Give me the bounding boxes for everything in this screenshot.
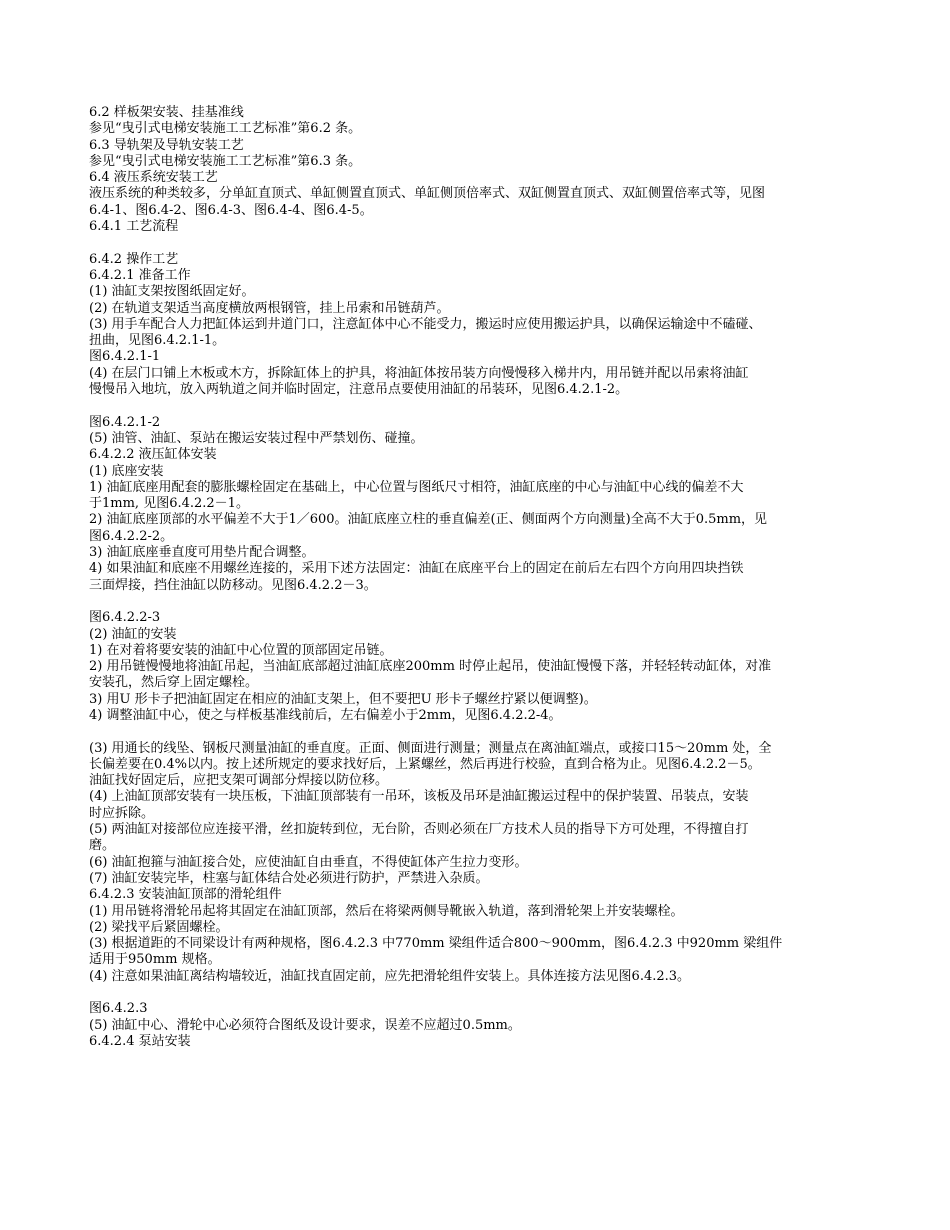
text-line: 6.4.2.3 安装油缸顶部的滑轮组件 (89, 887, 282, 903)
text-line: (2) 梁找平后紧固螺栓。 (89, 919, 229, 935)
blank-line (89, 985, 879, 1001)
text-line: 6.4.2 操作工艺 (89, 251, 179, 267)
text-line: 3) 油缸底座垂直度可用垫片配合调整。 (89, 545, 315, 561)
text-line: 磨。 (89, 838, 116, 854)
text-line: 图6.4.2.3 (89, 1001, 148, 1017)
text-line: (5) 油缸中心、滑轮中心必须符合图纸及设计要求，误差不应超过0.5mm。 (89, 1017, 521, 1033)
text-line: 6.4 液压系统安装工艺 (89, 170, 218, 186)
text-line: (4) 在层门口铺上木板或木方，拆除缸体上的护具，将油缸体按吊装方向慢慢移入梯井内，用吊链并配以吊索将油缸 (89, 365, 749, 381)
text-line: (4) 上油缸顶部安装有一块压板，下油缸顶部装有一吊环，该板及吊环是油缸搬运过程中的保护装置、吊装点，安装 (89, 789, 749, 805)
text-line: 3) 用U 形卡子把油缸固定在相应的油缸支架上，但不要把U 形卡子螺丝拧紧以便调整)。 (89, 691, 597, 707)
text-line: 2) 用吊链慢慢地将油缸吊起，当油缸底部超过油缸底座200mm 时停止起吊，使油缸慢慢下落，并轻轻转动缸体，对准 (89, 659, 772, 675)
text-line: 6.4.1 工艺流程 (89, 219, 179, 235)
text-line: (2) 油缸的安装 (89, 626, 177, 642)
text-line: (5) 两油缸对接部位应连接平滑，丝扣旋转到位，无台阶，否则必须在厂方技术人员的指导下方可处理，不得擅自打 (89, 822, 749, 838)
text-line: 2) 油缸底座顶部的水平偏差不大于1／600。油缸底座立柱的垂直偏差(正、侧面两个方向测量)全高不大于0.5mm，见 (89, 512, 768, 528)
text-line: 参见“曳引式电梯安装施工工艺标准”第6.2 条。 (89, 121, 362, 137)
text-line: 6.3 导轨架及导轨安装工艺 (89, 137, 244, 153)
text-line: (1) 用吊链将滑轮吊起将其固定在油缸顶部，然后在将梁两侧导靴嵌入轨道，落到滑轮架上并安装螺栓。 (89, 903, 684, 919)
text-line: (5) 油管、油缸、泵站在搬运安装过程中严禁划伤、碰撞。 (89, 430, 424, 446)
text-line: (4) 注意如果油缸离结构墙较近，油缸找直固定前，应先把滑轮组件安装上。具体连接方法见图6.4.2.3。 (89, 968, 691, 984)
text-line: 图6.4.2.2-3 (89, 610, 161, 626)
blank-line (89, 594, 879, 610)
text-line: 6.4.2.4 泵站安装 (89, 1033, 191, 1049)
text-line: 4) 如果油缸和底座不用螺丝连接的，采用下述方法固定：油缸在底座平台上的固定在前后左右四个方向用四块挡铁 (89, 561, 744, 577)
text-line: 6.4-1、图6.4-2、图6.4-3、图6.4-4、图6.4-5。 (89, 202, 373, 218)
text-line: 图6.4.2.1-1 (89, 349, 161, 365)
text-line: 6.2 样板架安装、挂基准线 (89, 105, 244, 120)
text-line: (6) 油缸抱箍与油缸接合处，应使油缸自由垂直，不得使缸体产生拉力变形。 (89, 854, 528, 870)
text-line: 安装孔，然后穿上固定螺栓。 (89, 675, 259, 691)
text-line: (3) 用通长的线坠、钢板尺测量油缸的垂直度。正面、侧面进行测量；测量点在离油缸端点，或接口15～20mm 处，全 (89, 740, 772, 756)
text-line: (3) 用手车配合人力把缸体运到井道门口，注意缸体中心不能受力，搬运时应使用搬运护具，以确保运输途中不磕碰、 (89, 316, 762, 332)
text-line: (3) 根据道距的不同梁设计有两种规格，图6.4.2.3 中770mm 梁组件适合800～900mm，图6.4.2.3 中920mm 梁组件 (89, 936, 783, 952)
text-line: 扭曲，见图6.4.2.1-1。 (89, 333, 226, 349)
text-line: (1) 油缸支架按图纸固定好。 (89, 284, 255, 300)
blank-line (89, 724, 879, 740)
text-line: 4) 调整油缸中心，使之与样板基准线前后，左右偏差小于2mm，见图6.4.2.2-4。 (89, 707, 562, 723)
text-line: 参见“曳引式电梯安装施工工艺标准”第6.3 条。 (89, 153, 362, 169)
text-line: 适用于950mm 规格。 (89, 952, 221, 968)
text-line: 三面焊接，挡住油缸以防移动。见图6.4.2.2－3。 (89, 577, 377, 593)
text-line: 长偏差要在0.4%以内。按上述所规定的要求找好后，上紧螺丝，然后再进行校验，直到合格为止。见图6.4.2.2－5。 (89, 756, 761, 772)
text-line: 1) 在对着将要安装的油缸中心位置的顶部固定吊链。 (89, 642, 393, 658)
text-line: 液压系统的种类较多，分单缸直顶式、单缸侧置直顶式、单缸侧顶倍率式、双缸侧置直顶式、双缸侧置倍率式等，见图 (89, 186, 766, 202)
blank-line (89, 235, 879, 251)
text-line: (7) 油缸安装完毕，柱塞与缸体结合处必须进行防护，严禁进入杂质。 (89, 870, 489, 886)
text-line: (2) 在轨道支架适当高度横放两根钢管，挂上吊索和吊链葫芦。 (89, 300, 450, 316)
document-page (89, 105, 879, 1050)
text-line: 于1mm, 见图6.4.2.2－1。 (89, 496, 249, 512)
text-line: 慢慢吊入地坑，放入两轨道之间并临时固定，注意吊点要使用油缸的吊装环，见图6.4.2.1-2。 (89, 382, 629, 398)
text-line: 图6.4.2.2-2。 (89, 528, 174, 544)
text-line: 6.4.2.1 准备工作 (89, 267, 191, 283)
text-line: 1) 油缸底座用配套的膨胀螺栓固定在基础上，中心位置与图纸尺寸相符，油缸底座的中心与油缸中心线的偏差不大 (89, 479, 744, 495)
text-line: 时应拆除。 (89, 805, 155, 821)
text-line: 图6.4.2.1-2 (89, 414, 161, 430)
blank-line (89, 398, 879, 414)
text-line: 6.4.2.2 液压缸体安装 (89, 447, 217, 463)
text-line: 油缸找好固定后，应把支架可调部分焊接以防位移。 (89, 773, 389, 789)
text-line: (1) 底座安装 (89, 463, 164, 479)
